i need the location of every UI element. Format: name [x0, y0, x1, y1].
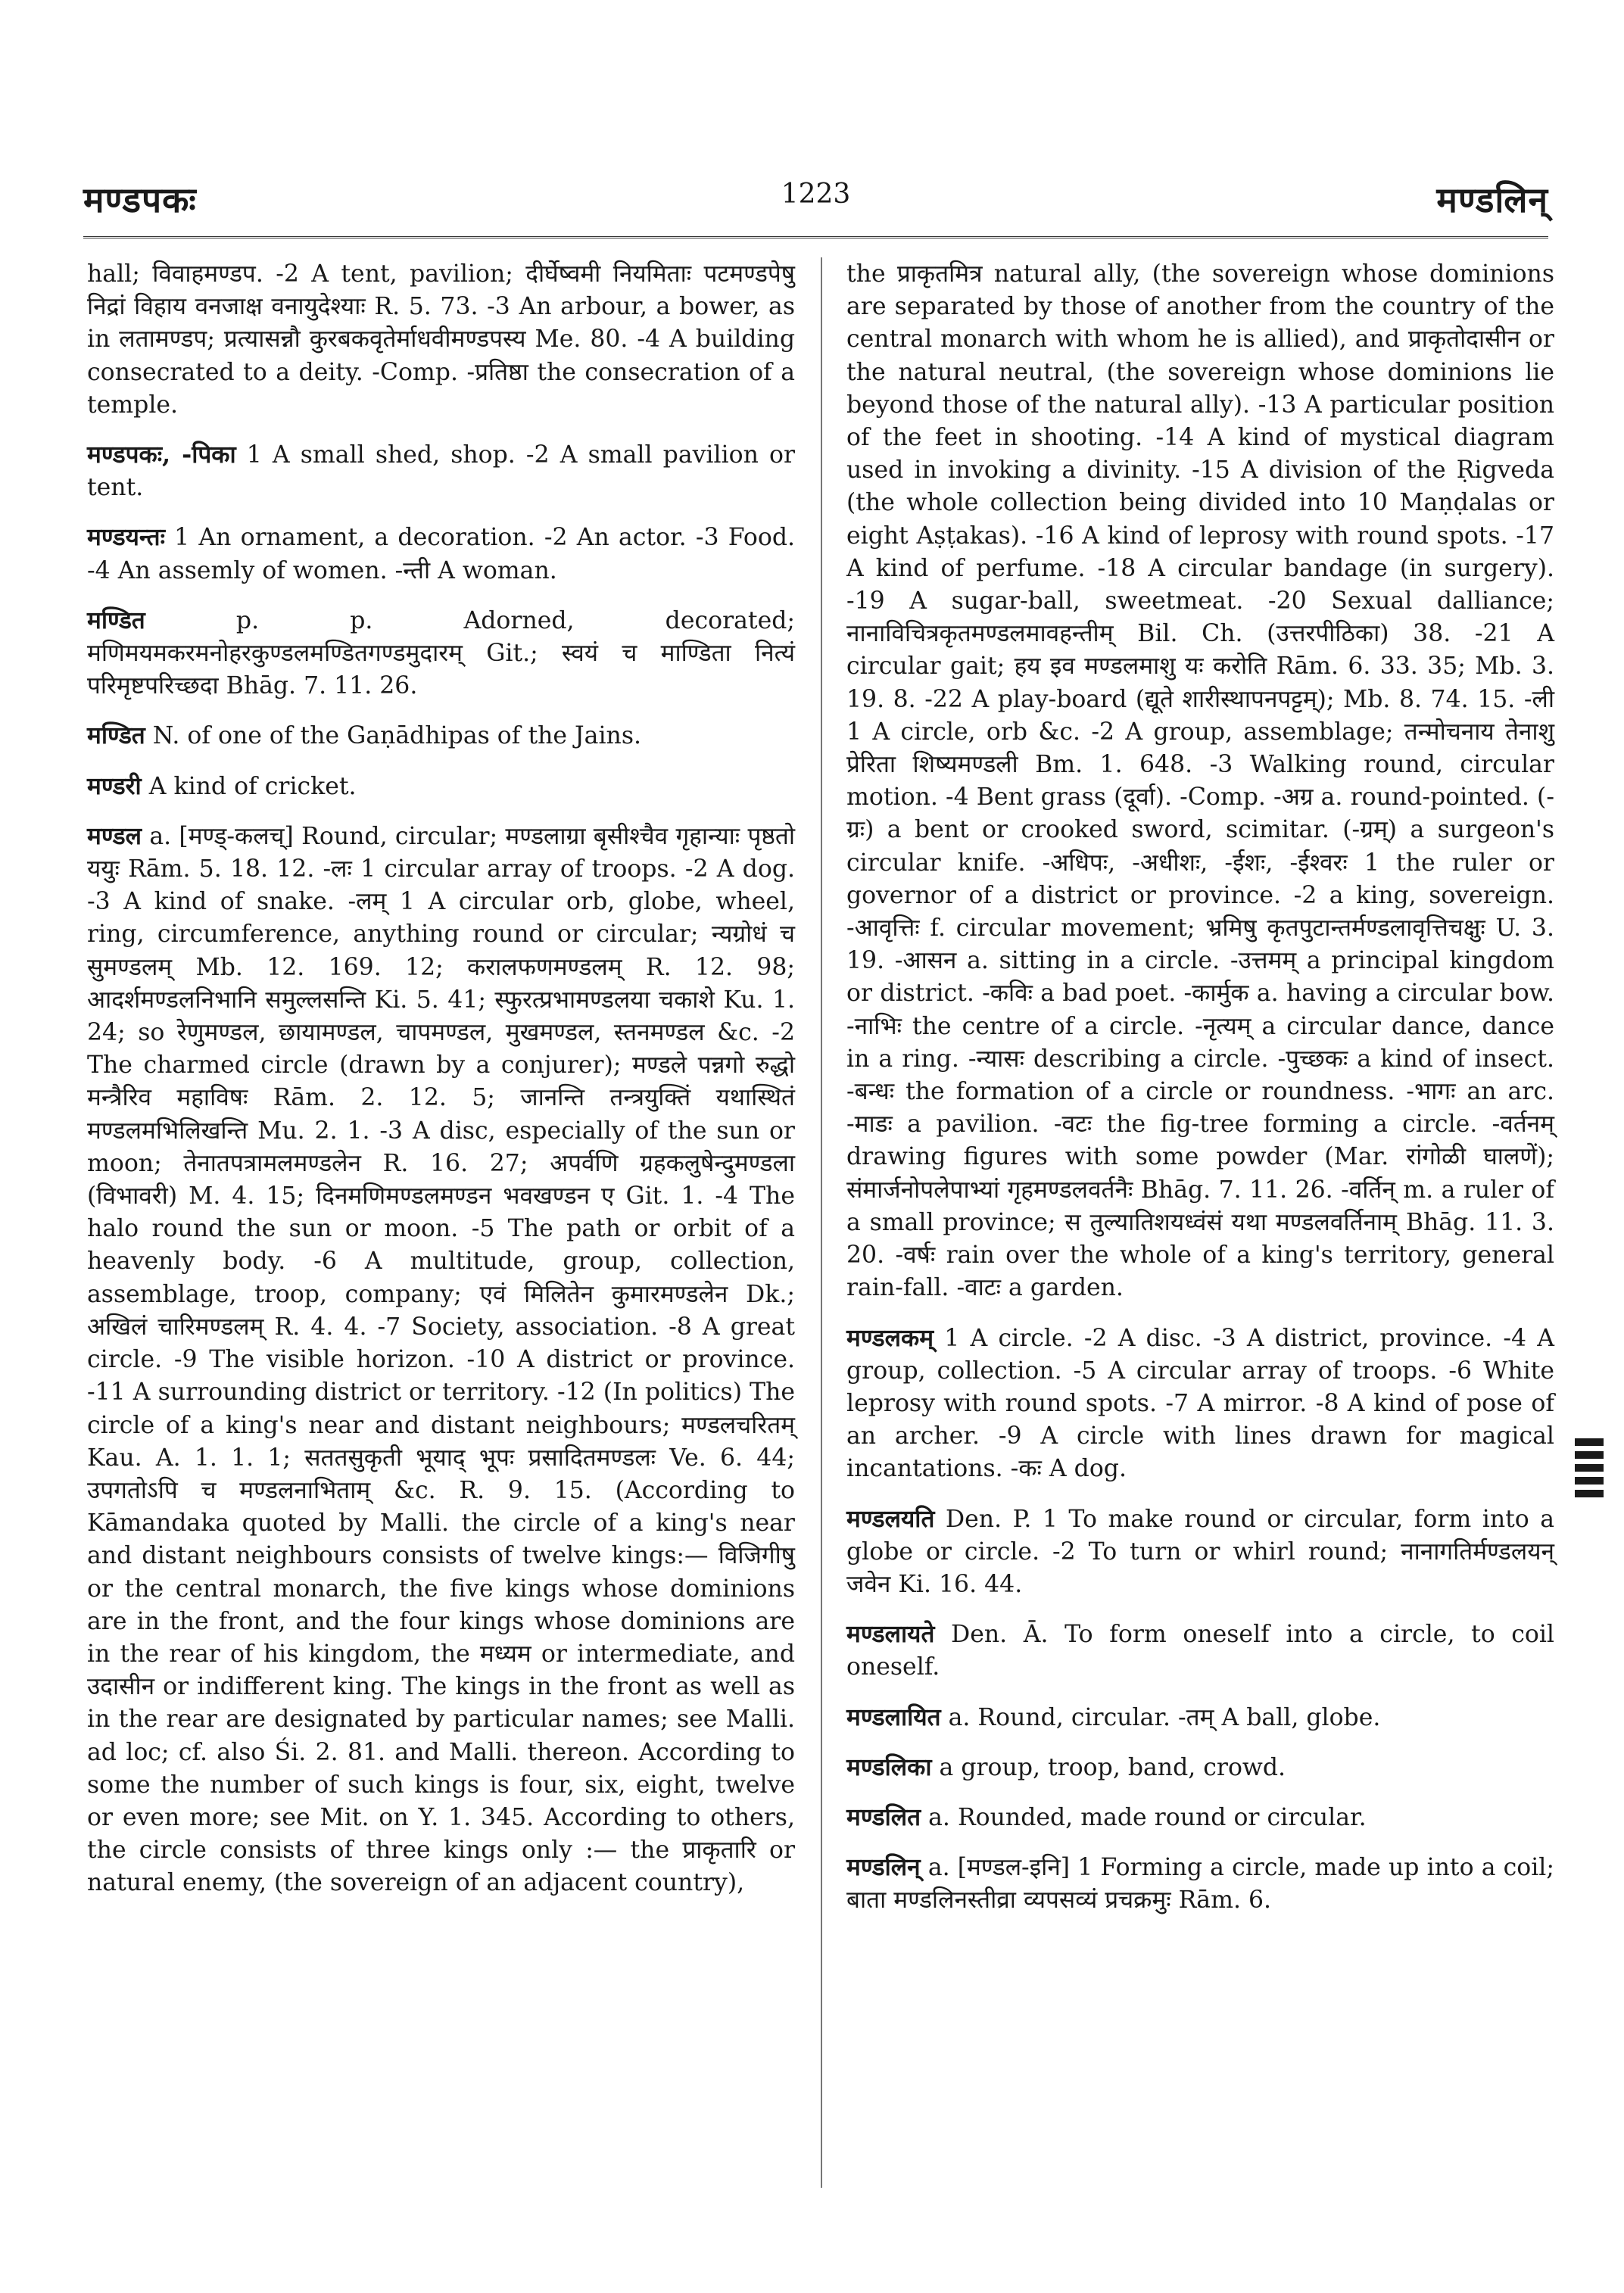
entry-body: Den. P. 1 To make round or circular, form into a globe or circle. -2 To turn or whirl round; नानागतिर्मण्डलयन् जवेन Ki. 16. 44. [846, 1505, 1555, 1598]
entry-body: 1 An ornament, a decoration. -2 An actor. -3 Food. -4 An assemly of women. -न्ती A woman. [87, 524, 795, 584]
header-rule [83, 236, 1548, 238]
dictionary-entry [87, 604, 795, 703]
page-header [83, 176, 1548, 236]
dictionary-entry [87, 257, 795, 422]
thumb-index-mark [1575, 1438, 1604, 1491]
entry-body: a. Round, circular. -तम् A ball, globe. [948, 1703, 1381, 1731]
dictionary-entry [87, 719, 795, 752]
entry-headword: मण्डल [87, 821, 142, 850]
entry-body: a. [मण्डल-इनि] 1 Forming a circle, made up into a coil; बाता मण्डलिनस्तीव्रा व्यपसव्यं प्रचक्रमुः Rām. 6. [846, 1854, 1554, 1914]
entry-headword: मण्डलायित [846, 1703, 941, 1731]
dictionary-entry [846, 1618, 1554, 1684]
dictionary-entry [87, 438, 795, 504]
left-running-headword: मण्डपकः [83, 179, 197, 220]
dictionary-entry [87, 820, 795, 1900]
entry-body: A kind of cricket. [148, 772, 357, 800]
entry-body: 1 A circle. -2 A disc. -3 A district, province. -4 A group, collection. -5 A circular array of troops. -6 White leprosy with round spots. -7 A mirror. -8 A kind of pose of an archer. -9 A circle with lines drawn for magical incantations. -कः A dog. [846, 1324, 1554, 1483]
entry-body: a. [मण्ड्-कलच्] Round, circular; मण्डलाग्रा बृसीश्चैव गृहान्याः पृष्ठतो ययुः Rām. 5. 18. 12. -लः 1 circular array of troops. -2 A dog. -3 A kind of snake. -लम् 1 A circular orb, globe, wheel, ring, circumference, anything round or circular; न्यग्रोधं च सुमण्डलम् Mb. 12. 169. 12; करालफणमण्डलम् R. 12. 98; आदर्शमण्डलनिभानि समुल्लसन्ति Ki. 5. 41; स्फुरत्प्रभामण्डलया चकाशे Ku. 1. 24; so रेणुमण्डल, छायामण्डल, चापमण्डल, मुखमण्डल, स्तनमण्डल &c. -2 The charmed circle (drawn by a conjurer); मण्डले पन्नगो रुद्धो मन्त्रैरिव महाविषः Rām. 2. 12. 5; जानन्ति तन्त्रयुक्तिं यथास्थितं मण्डलमभिलिखन्ति Mu. 2. 1. -3 A disc, especially of the sun or moon; तेनातपत्रामलमण्डलेन R. 16. 27; अपर्वणि ग्रहकलुषेन्दुमण्डला (विभावरी) M. 4. 15; दिनमणिमण्डलमण्डन भवखण्डन ए Git. 1. -4 The halo round the sun or moon. -5 The path or orbit of a heavenly body. -6 A multitude, group, collection, assemblage, troop, company; एवं मिलितेन कुमारमण्डलेन Dk.; अखिलं चारिमण्डलम् R. 4. 4. -7 Society, association. -8 A great circle. -9 The visible horizon. -10 A district or province. -11 A surrounding district or territory. -12 (In politics) The circle of a king's near and distant neighbours; मण्डलचरितम् Kau. A. 1. 1. 1; सततसुकृती भूयाद् भूपः प्रसादितमण्डलः Ve. 6. 44; उपगतोऽपि च मण्डलनाभिताम् &c. R. 9. 15. (According to Kāmandaka quoted by Malli. the circle of a king's near and distant neighbours consists of twelve kings:— विजिगीषु or the central monarch, the five kings whose dominions are in the front, and the four kings whose dominions are in the rear of his kingdom, the मध्यम or intermediate, and उदासीन or indifferent king. The kings in the front as well as in the rear are designated by particular names; see Malli. ad loc; cf. also Śi. 2. 81. and Malli. thereon. According to some the number of such kings is four, six, eight, twelve or even more; see Mit. on Y. 1. 345. According to others, the circle consists of three kings only :— the प्राकृतारि or natural enemy, (the sovereign of an adjacent country), [87, 822, 796, 1897]
entry-headword: मण्डयन्तः [87, 523, 165, 552]
entry-headword: मण्डलित [846, 1802, 921, 1831]
entry-body: a. Rounded, made round or circular. [928, 1803, 1367, 1831]
entry-body: N. of one of the Gaṇādhipas of the Jains. [152, 722, 641, 750]
entry-body: the प्राकृतमित्र natural ally, (the sovereign whose dominions are separated by those of another from the country of the central monarch with whom he is allied), and प्राकृतोदासीन or the natural neutral, (the sovereign whose dominions lie beyond those of the natural ally). -13 A particular position of the feet in shooting. -14 A kind of mystical diagram used in invoking a divinity. -15 A division of the Ṛigveda (the whole collection being divided into 10 Maṇḍalas or eight Aṣṭakas). -16 A kind of leprosy with round spots. -17 A kind of perfume. -18 A circular bandage (in surgery). -19 A sugar-ball, sweetmeat. -20 Sexual dalliance; नानाविचित्रकृतमण्डलमावहन्तीम् Bil. Ch. (उत्तरपीठिका) 38. -21 A circular gait; हय इव मण्डलमाशु यः करोति Rām. 6. 33. 35; Mb. 3. 19. 8. -22 A play-board (द्यूते शारीस्थापनपट्टम्); Mb. 8. 74. 15. -ली 1 A circle, orb &c. -2 A group, assemblage; तन्मोचनाय तेनाशु प्रेरिता शिष्यमण्डली Bm. 1. 648. -3 Walking round, circular motion. -4 Bent grass (दूर्वा). -Comp. -अग्र a. round-pointed. (-ग्रः) a bent or crooked sword, scimitar. (-ग्रम्) a surgeon's circular knife. -अधिपः, -अधीशः, -ईशः, -ईश्वरः 1 the ruler or governor of a district or province. -2 a king, sovereign. -आवृत्तिः f. circular movement; भ्रमिषु कृतपुटान्तर्मण्डलावृत्तिचक्षुः U. 3. 19. -आसन a. sitting in a circle. -उत्तमम् a principal kingdom or district. -कविः a bad poet. -कार्मुक a. having a circular bow. -नाभिः the centre of a circle. -नृत्यम् a circular dance, dance in a ring. -न्यासः describing a circle. -पुच्छकः a kind of insect. -बन्धः the formation of a circle or roundness. -भागः an arc. -माडः a pavilion. -वटः the fig-tree forming a circle. -वर्तनम् drawing figures with some powder (Mar. रांगोळी घालणें); संमार्जनोपलेपाभ्यां गृहमण्डलवर्तनैः Bhāg. 7. 11. 26. -वर्तिन् m. a ruler of a small province; स तुल्यातिशयध्वंसं यथा मण्डलवर्तिनाम् Bhāg. 11. 3. 20. -वर्षः rain over the whole of a king's territory, general rain-fall. -वाटः a garden. [846, 260, 1554, 1302]
left-column [87, 257, 795, 1917]
dictionary-entry [87, 521, 795, 587]
entry-headword: मण्डित [87, 721, 145, 750]
entry-headword: मण्डलिका [846, 1752, 932, 1781]
entry-headword: मण्डलयति [846, 1504, 935, 1533]
entry-headword: मण्डलिन् [846, 1853, 921, 1882]
entry-headword: मण्डपकः, -पिका [87, 441, 236, 469]
dictionary-entry [846, 1322, 1554, 1486]
entry-body: 1 A small shed, shop. -2 A small pavilion or tent. [87, 441, 795, 502]
dictionary-entry [846, 1851, 1554, 1917]
entry-headword: मण्डलकम् [846, 1323, 934, 1352]
dictionary-entry [846, 1503, 1554, 1602]
dictionary-entry [846, 1751, 1554, 1784]
dictionary-entry [87, 770, 795, 803]
column-divider [821, 257, 822, 2188]
entry-headword: मण्डलायते [846, 1620, 935, 1649]
dictionary-entry [846, 1701, 1554, 1734]
right-column [846, 257, 1554, 1934]
entry-headword: मण्डित [87, 606, 145, 634]
dictionary-entry [846, 257, 1554, 1305]
right-running-headword: मण्डलिन् [1436, 179, 1548, 220]
dictionary-entry [846, 1801, 1554, 1834]
entry-body: p. p. Adorned, decorated; मणिमयमकरमनोहरकुण्डलमण्डितगण्डमुदारम् Git.; स्वयं च माण्डिता नित्यं परिमृष्टपरिच्छदा Bhāg. 7. 11. 26. [87, 606, 795, 700]
entry-headword: मण्डरी [87, 771, 142, 800]
entry-body: Den. Ā. To form oneself into a circle, to coil oneself. [846, 1621, 1554, 1681]
entry-body: a group, troop, band, crowd. [939, 1753, 1286, 1781]
page-number: 1223 [781, 179, 851, 210]
entry-body: hall; विवाहमण्डप. -2 A tent, pavilion; दीर्घेष्वमी नियमिताः पटमण्डपेषु निद्रां विहाय वनजाक्ष वनायुदेश्याः R. 5. 73. -3 An arbour, a bower, as in लतामण्डप; प्रत्यासन्नौ कुरबकवृतेर्माधवीमण्डपस्य Me. 80. -4 A building consecrated to a deity. -Comp. -प्रतिष्ठा the consecration of a temple. [87, 260, 795, 419]
